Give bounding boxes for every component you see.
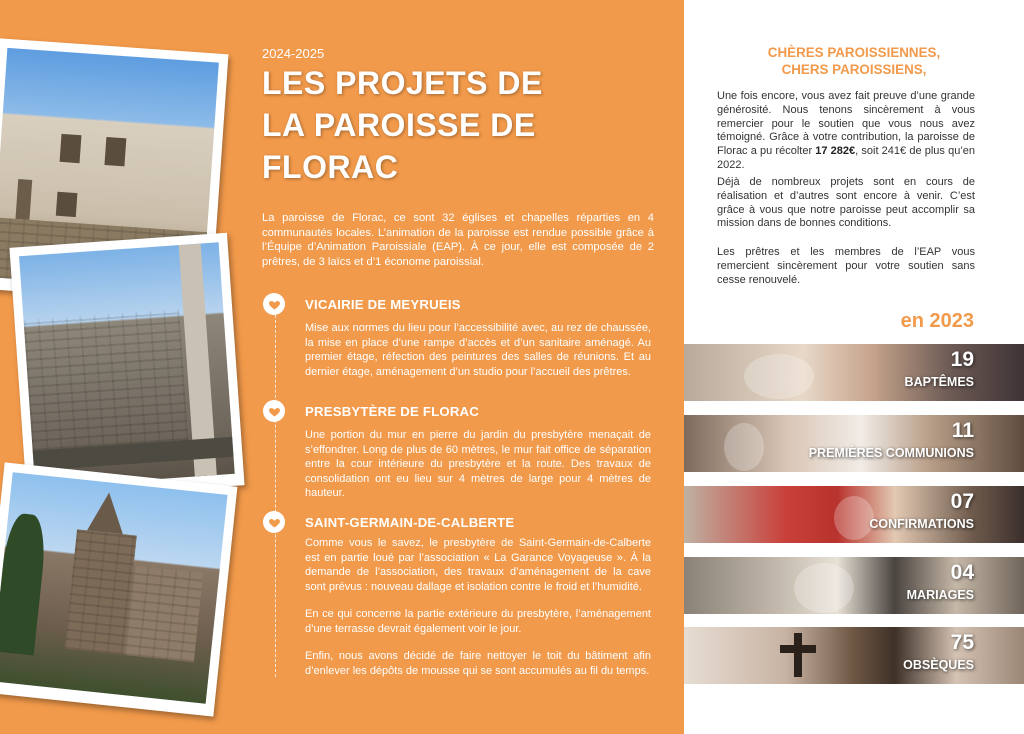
amount-collected: 17 282€	[815, 145, 856, 158]
heart-icon	[263, 400, 285, 422]
intro-paragraph: La paroisse de Florac, ce sont 32 églises et chapelles réparties en 4 communautés locales. L’animation de la paroisse est rendue possible grâce à l’Équipe d’Animation Paroissiale (EAP). À ce jour, elle est composée de 2 prêtres, de 3 laïcs et d’1 économe paroissial.	[262, 212, 654, 268]
letter-text: , soit 241€ de plus qu’en 2022.	[717, 145, 975, 171]
section-body-saint-germain-1: Comme vous le savez, le presbytère de Saint-Germain-de-Calberte est en partie loué par l’association « La Garance Voyageuse ». À la demande de l’association, des travaux d’aménagement de la cave sont prévus : nouveau dallage et isolation contre le froid et l’humidité.	[305, 537, 651, 593]
stat-label: OBSÈQUES	[903, 658, 974, 672]
period-label: 2024-2025	[262, 46, 325, 61]
section-body-florac: Une portion du mur en pierre du jardin du presbytère menaçait de s’effondrer. Long de plus de 60 mètres, le mur fait office de séparation entre la cour intérieure du presbytère et la route. Des travaux de consolidation ont eu lieu sur 4 mètres de large pour 4 mètres de hauteur.	[305, 429, 651, 500]
section-title-meyrueis: VICAIRIE DE MEYRUEIS	[305, 297, 461, 312]
letter-paragraph-1	[717, 90, 975, 173]
letter-paragraph-3: Les prêtres et les membres de l’EAP vous remercient sincèrement pour votre soutien sans cesse renouvelé.	[717, 246, 975, 286]
stat-label: CONFIRMATIONS	[869, 517, 974, 531]
section-title-saint-germain: SAINT-GERMAIN-DE-CALBERTE	[305, 515, 515, 530]
stat-label: BAPTÊMES	[904, 375, 974, 389]
wall-image	[19, 242, 235, 487]
section-title-florac: PRESBYTÈRE DE FLORAC	[305, 404, 479, 419]
stat-number: 19	[950, 348, 974, 371]
stat-number: 11	[951, 419, 974, 442]
page-title: LES PROJETS DE LA PAROISSE DE FLORAC	[262, 65, 543, 185]
stat-confirmations	[684, 486, 1024, 543]
greeting-line-1: CHÈRES PAROISSIENNES,	[767, 45, 941, 60]
section-body-saint-germain-2: En ce qui concerne la partie extérieure du presbytère, l’aménagement d’une terrasse devrait également voir le jour.	[305, 608, 651, 635]
greeting-line-2: CHERS PAROISSIENS,	[781, 62, 927, 77]
heart-icon	[263, 511, 285, 533]
photo-presbytery-wall	[9, 233, 244, 501]
timeline-line	[275, 305, 276, 677]
stat-baptemes	[684, 344, 1024, 401]
stat-number: 75	[950, 631, 974, 654]
stats-year-heading: en 2023	[900, 310, 974, 332]
section-body-saint-germain-3: Enfin, nous avons décidé de faire nettoyer le toit du bâtiment afin d’enlever les dépôts de mousse qui se sont accumulés au fil du temps.	[305, 650, 651, 677]
section-body-meyrueis: Mise aux normes du lieu pour l’accessibilité avec, au rez de chaussée, la mise en place d’une rampe d’accès et d’un sanitaire aménagé. Au premier étage, réfection des peintures des salles de réunions. Et au dernier étage, aménagement d’un studio pour l’accueil des prêtres.	[305, 322, 651, 378]
stat-label: PREMIÈRES COMMUNIONS	[808, 446, 974, 460]
stat-number: 04	[950, 561, 974, 584]
letter-paragraph-2: Déjà de nombreux projets sont en cours de réalisation et d’autres sont encore à venir. C’est grâce à vous que notre paroisse peut accomplir sa mission dans de bonnes conditions.	[717, 176, 975, 230]
letter-text: Une fois encore, vous avez fait preuve d’une grande générosité. Nous tenons sincèrement à vous remercier pour le soutien que vous nous avez témoigné. Grâce à votre contribution, la paroisse de Florac a pu récolter	[717, 90, 975, 158]
photo-church	[0, 462, 237, 716]
stat-label: MARIAGES	[906, 588, 974, 602]
stat-number: 07	[950, 490, 974, 513]
stat-mariages	[684, 557, 1024, 614]
letter-greeting	[684, 44, 1024, 78]
heart-icon	[263, 293, 285, 315]
stat-obseques	[684, 627, 1024, 684]
church-image	[0, 472, 228, 703]
stat-premieres-communions	[684, 415, 1024, 472]
